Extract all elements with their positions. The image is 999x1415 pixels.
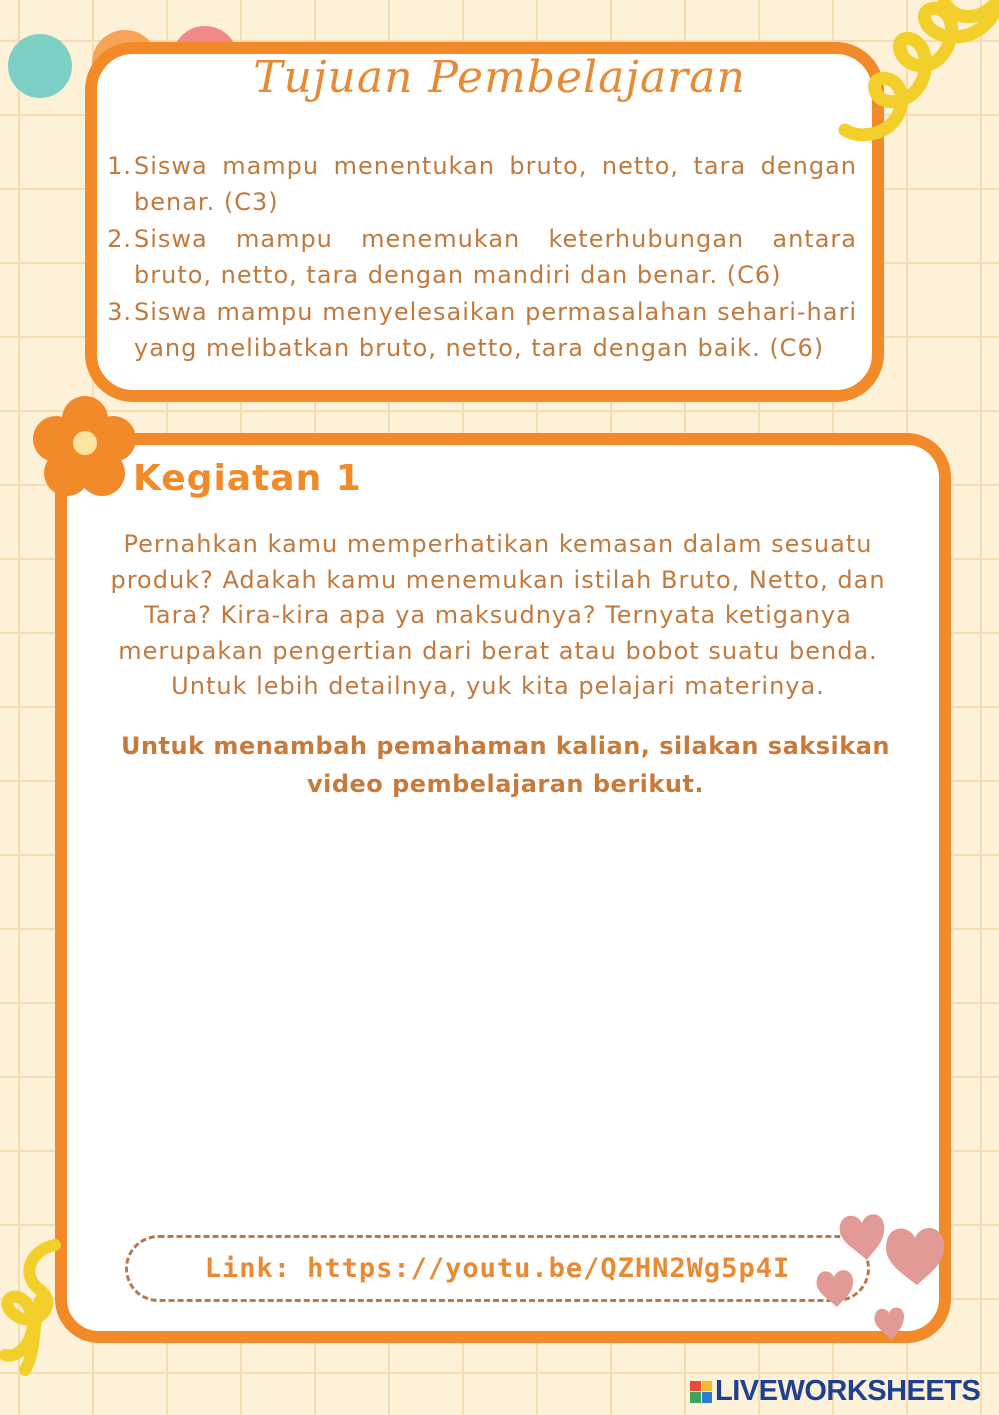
liveworksheets-logo-icon — [690, 1381, 712, 1403]
goals-title: Tujuan Pembelajaran — [253, 52, 746, 103]
video-link[interactable]: https://youtu.be/QZHN2Wg5p4I — [307, 1253, 791, 1284]
goal-item: 1. Siswa mampu menentukan bruto, netto, tara dengan benar. (C3) — [107, 152, 857, 216]
activity-paragraph: Pernahkan kamu memperhatikan kemasan dalam sesuatu produk? Adakah kamu menemukan istilah Bruto, Netto, dan Tara? Kira-kira apa ya maksudnya? Ternyata ketiganya merupakan pengertian dari berat atau bobot suatu benda. Untuk lebih detailnya, yuk kita pelajari materinya. — [110, 530, 886, 700]
video-link-box — [125, 1235, 870, 1302]
squiggle-decoration-icon — [830, 0, 999, 150]
brand-name: LIVEWORKSHEETS — [715, 1375, 981, 1407]
goal-item: 3. Siswa mampu menyelesaikan permasalahan sehari-hari yang melibatkan bruto, netto, tara dengan baik. (C6) — [107, 298, 857, 362]
liveworksheets-brand — [690, 1375, 980, 1408]
goals-list — [100, 148, 857, 367]
squiggle-decoration-icon — [0, 1235, 70, 1415]
activity-emphasis: Untuk menambah pemahaman kalian, silakan saksikan video pembelajaran berikut. — [120, 732, 890, 798]
hearts-decoration-icon — [812, 1205, 957, 1345]
goal-item: 2. Siswa mampu menemukan keterhubungan antara bruto, netto, tara dengan mandiri dan benar. (C6) — [107, 225, 857, 289]
activity-title: Kegiatan 1 — [133, 458, 362, 499]
flower-icon — [30, 393, 140, 501]
link-label: Link: — [204, 1253, 292, 1284]
